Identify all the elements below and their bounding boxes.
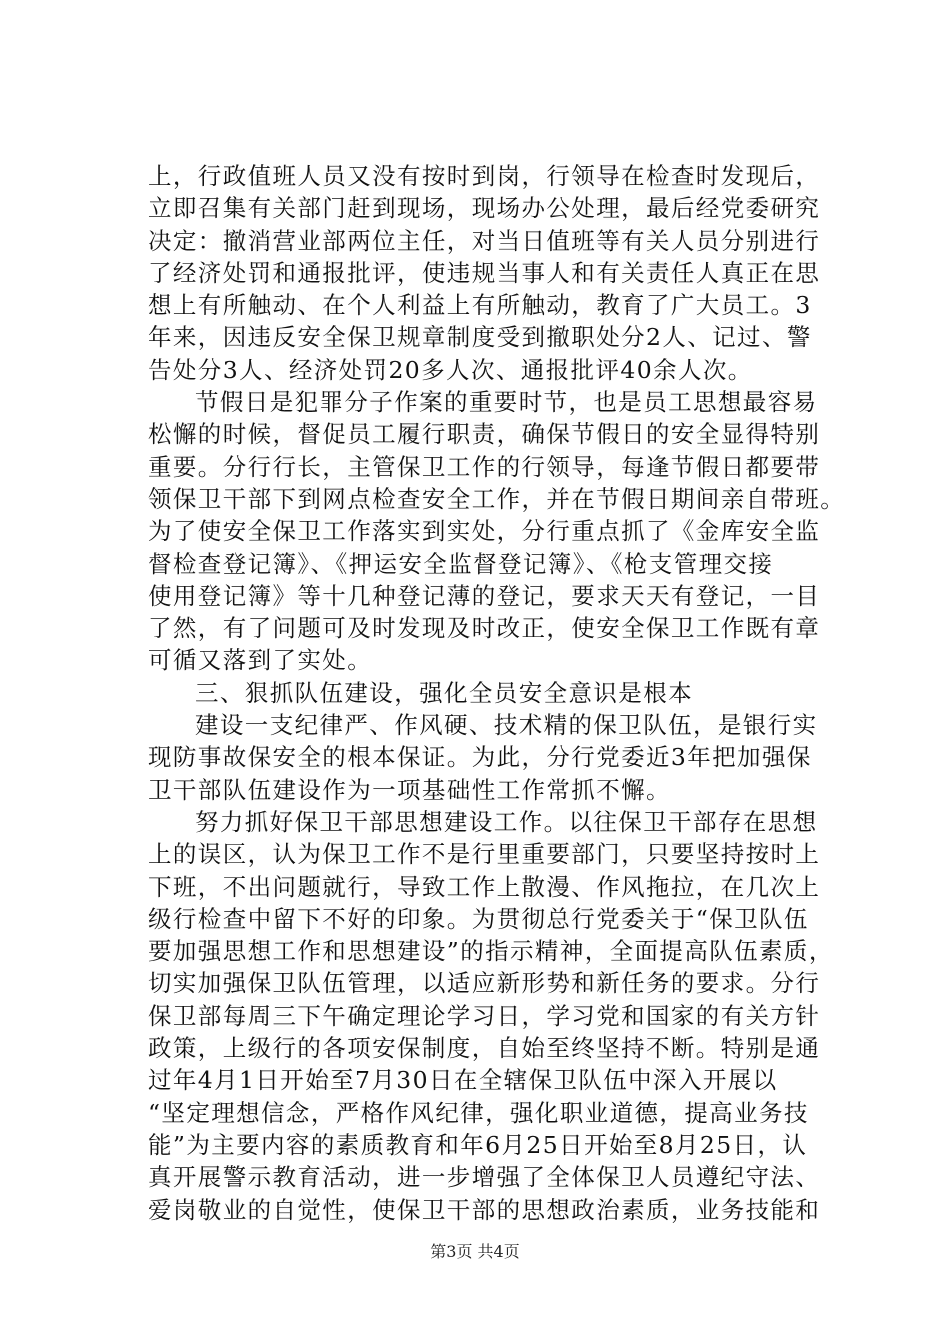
text-line: 了然，有了问题可及时发现及时改正，使安全保卫工作既有章	[148, 614, 821, 643]
section-heading: 三、狠抓队伍建设，强化全员安全意识是根本	[195, 678, 693, 707]
text-line: 真开展警示教育活动，进一步增强了全体保卫人员遵纪守法、	[148, 1163, 821, 1192]
text-line: 保卫部每周三下午确定理论学习日，学习党和国家的有关方针	[148, 1001, 821, 1030]
text-line: 立即召集有关部门赶到现场，现场办公处理，最后经党委研究	[148, 194, 821, 223]
text-line: 年来，因违反安全保卫规章制度受到撤职处分2人、记过、警	[148, 323, 812, 352]
text-line: 下班，不出问题就行，导致工作上散漫、作风拖拉，在几次上	[148, 872, 821, 901]
text-line: 为了使安全保卫工作落实到实处，分行重点抓了《金库安全监	[148, 517, 821, 546]
text-line: 了经济处罚和通报批评，使违规当事人和有关责任人真正在思	[148, 258, 821, 287]
text-line: 可循又落到了实处。	[148, 646, 373, 675]
text-line: 重要。分行行长，主管保卫工作的行领导，每逢节假日都要带	[148, 452, 821, 481]
page-number: 第3页 共4页	[430, 1242, 520, 1261]
text-line: 要加强思想工作和思想建设”的指示精神，全面提高队伍素质，	[148, 937, 834, 966]
text-line: 上的误区，认为保卫工作不是行里重要部门，只要坚持按时上	[148, 840, 821, 869]
paragraph-start-line: 节假日是犯罪分子作案的重要时节，也是员工思想最容易	[195, 388, 818, 417]
paragraph-start-line: 努力抓好保卫干部思想建设工作。以往保卫干部存在思想	[195, 807, 818, 836]
text-line: 现防事故保安全的根本保证。为此，分行党委近3年把加强保	[148, 743, 812, 772]
text-line: 爱岗敬业的自觉性，使保卫干部的思想政治素质，业务技能和	[148, 1195, 821, 1224]
text-line: 政策，上级行的各项安保制度，自始至终坚持不断。特别是通	[148, 1034, 821, 1063]
page-footer	[0, 1242, 950, 1262]
text-line: 使用登记簿》等十几种登记薄的登记，要求天天有登记，一目	[148, 581, 821, 610]
text-line: 督检查登记簿》、《押运安全监督登记簿》、《枪支管理交接	[148, 549, 774, 578]
paragraph-start-line: 建设一支纪律严、作风硬、技术精的保卫队伍，是银行实	[195, 711, 818, 740]
text-line: 告处分3人、经济处罚20多人次、通报批评40余人次。	[148, 355, 753, 384]
text-line: 上，行政值班人员又没有按时到岗，行领导在检查时发现后，	[148, 162, 821, 190]
text-line: 决定：撤消营业部两位主任，对当日值班等有关人员分别进行	[148, 226, 821, 255]
text-line: 卫干部队伍建设作为一项基础性工作常抓不懈。	[148, 775, 671, 804]
text-line: 领保卫干部下到网点检查安全工作，并在节假日期间亲自带班。	[148, 484, 846, 513]
text-line: 能”为主要内容的素质教育和年6月25日开始至8月25日，认	[148, 1130, 808, 1159]
text-line: 过年4月1日开始至7月30日在全辖保卫队伍中深入开展以	[148, 1066, 778, 1095]
document-body	[148, 160, 846, 1226]
text-line: 松懈的时候，督促员工履行职责，确保节假日的安全显得特别	[148, 420, 821, 449]
text-line: 级行检查中留下不好的印象。为贯彻总行党委关于“保卫队伍	[148, 904, 809, 933]
text-line: “坚定理想信念，严格作风纪律，强化职业道德，提高业务技	[148, 1098, 809, 1127]
text-line: 切实加强保卫队伍管理，以适应新形势和新任务的要求。分行	[148, 969, 821, 998]
text-line: 想上有所触动、在个人利益上有所触动，教育了广大员工。3	[148, 291, 812, 320]
